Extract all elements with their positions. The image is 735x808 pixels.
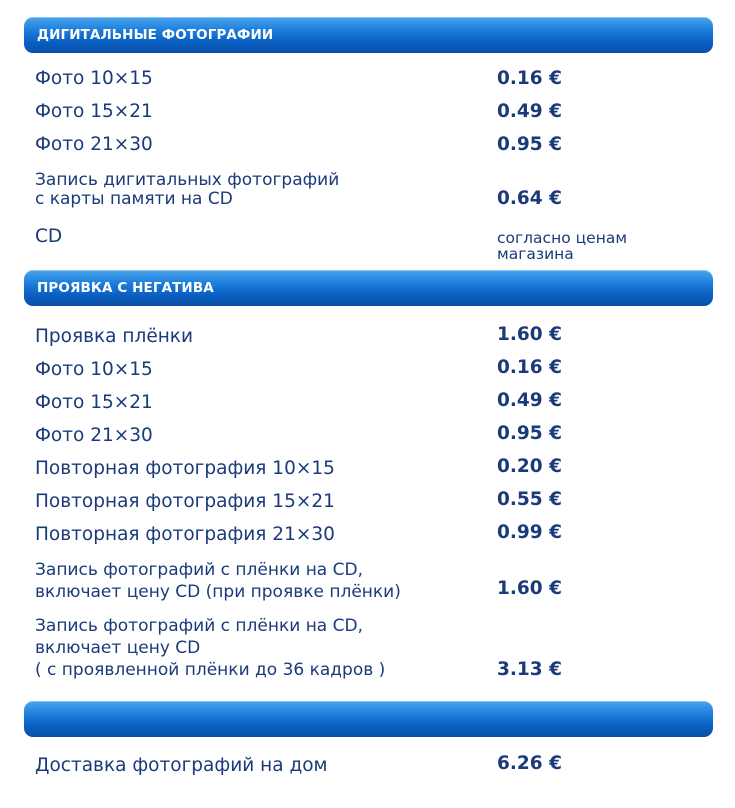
row-label-line: Запись дигитальных фотографий bbox=[35, 170, 340, 190]
section-header-delivery bbox=[24, 701, 713, 737]
row-label: Проявка плёнки bbox=[35, 326, 193, 347]
row-price: 3.13 € bbox=[497, 659, 562, 680]
row-label: Фото 10×15 bbox=[35, 359, 153, 380]
row-label-line: Запись фотографий с плёнки на CD, bbox=[35, 616, 363, 636]
row-label-line: включает цену CD bbox=[35, 638, 201, 658]
row-label: CD bbox=[35, 226, 63, 247]
row-price: 0.55 € bbox=[497, 489, 562, 510]
section-title: ДИГИТАЛЬНЫЕ ФОТОГРАФИИ bbox=[37, 27, 274, 43]
row-price: 0.95 € bbox=[497, 423, 562, 444]
row-price: 0.49 € bbox=[497, 390, 562, 411]
row-label: Фото 21×30 bbox=[35, 134, 153, 155]
row-label: Фото 15×21 bbox=[35, 101, 153, 122]
row-price: 0.95 € bbox=[497, 134, 562, 155]
row-label-line: с карты памяти на CD bbox=[35, 189, 233, 209]
row-price: 0.49 € bbox=[497, 101, 562, 122]
row-label-line: включает цену CD (при проявке плёнки) bbox=[35, 582, 401, 602]
section-header-negative bbox=[24, 270, 713, 306]
row-price: 0.64 € bbox=[497, 188, 562, 209]
row-price: 1.60 € bbox=[497, 324, 562, 345]
section-header-digital bbox=[24, 17, 713, 53]
row-label-line: Запись фотографий с плёнки на CD, bbox=[35, 560, 363, 580]
row-label: Доставка фотографий на дом bbox=[35, 755, 328, 776]
row-label: Повторная фотография 21×30 bbox=[35, 524, 335, 545]
row-label: Фото 10×15 bbox=[35, 68, 153, 89]
row-price: 0.16 € bbox=[497, 68, 562, 89]
row-note-line: согласно ценам bbox=[497, 229, 628, 247]
row-price: 6.26 € bbox=[497, 753, 562, 774]
row-price: 1.60 € bbox=[497, 578, 562, 599]
row-label: Повторная фотография 15×21 bbox=[35, 491, 335, 512]
row-price: 0.16 € bbox=[497, 357, 562, 378]
row-label-line: ( с проявленной плёнки до 36 кадров ) bbox=[35, 660, 386, 680]
row-label: Повторная фотография 10×15 bbox=[35, 458, 335, 479]
row-price: 0.20 € bbox=[497, 456, 562, 477]
section-title: ПРОЯВКА С НЕГАТИВА bbox=[37, 280, 214, 296]
row-price: 0.99 € bbox=[497, 522, 562, 543]
row-label: Фото 15×21 bbox=[35, 392, 153, 413]
row-label: Фото 21×30 bbox=[35, 425, 153, 446]
row-note-line: магазина bbox=[497, 245, 574, 263]
